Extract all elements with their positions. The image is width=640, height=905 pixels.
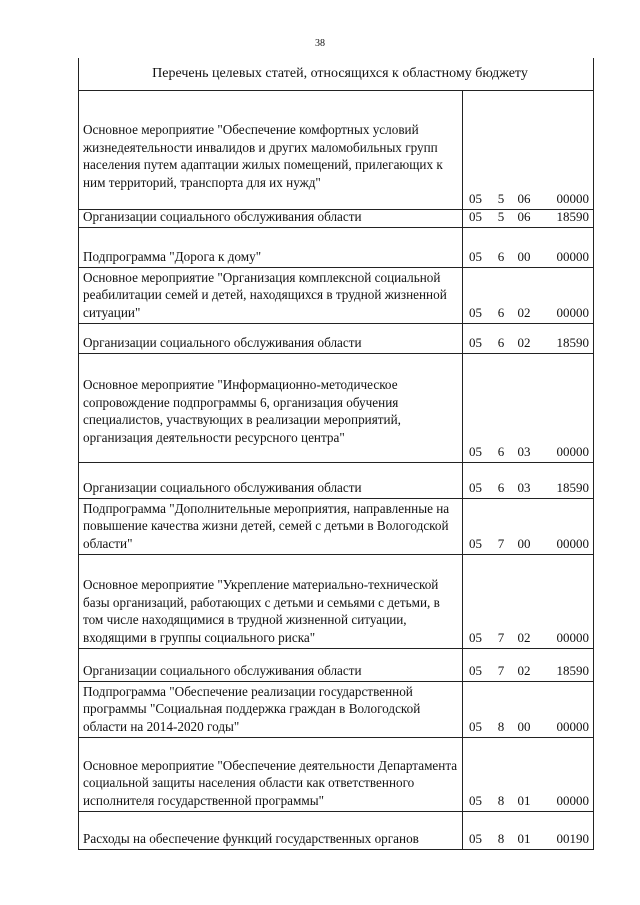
table-row (79, 268, 593, 324)
row-codes (463, 91, 593, 209)
row-codes (463, 499, 593, 554)
code-direction: 00000 (556, 305, 589, 320)
code-subprogram: 7 (497, 630, 505, 645)
code-event: 01 (517, 831, 531, 846)
code-direction: 00000 (556, 444, 589, 459)
code-program: 05 (469, 191, 482, 206)
code-program: 05 (469, 793, 482, 808)
row-name: Основное мероприятие "Обеспечение деятельности Департамента социальной защиты населения области как ответственного исполнителя государственной программы" (79, 738, 463, 811)
target-articles-table (78, 58, 594, 850)
row-name: Основное мероприятие "Информационно-методическое сопровождение подпрограммы 6, организация обучения специалистов, участвующих в реализации мероприятий, организация деятельности ресурсного центра" (79, 354, 463, 462)
code-event: 00 (517, 719, 531, 734)
code-subprogram: 6 (497, 444, 505, 459)
code-event: 00 (517, 536, 531, 551)
code-event: 06 (517, 209, 531, 224)
code-event: 03 (517, 480, 531, 495)
code-program: 05 (469, 480, 482, 495)
row-name: Основное мероприятие "Обеспечение комфортных условий жизнедеятельности инвалидов и других маломобильных групп населения путем адаптации жилых помещений, прилегающих к ним территорий, транспорта для их нужд" (79, 91, 463, 209)
table-row (79, 324, 593, 354)
code-direction: 18590 (556, 209, 589, 224)
row-name: Расходы на обеспечение функций государственных органов (79, 812, 463, 849)
code-program: 05 (469, 335, 482, 350)
code-program: 05 (469, 249, 482, 264)
code-subprogram: 8 (497, 831, 505, 846)
row-name: Основное мероприятие "Организация комплексной социальной реабилитации семей и детей, находящихся в трудной жизненной ситуации" (79, 268, 463, 323)
code-program: 05 (469, 209, 482, 224)
code-subprogram: 8 (497, 793, 505, 808)
table-row (79, 649, 593, 682)
code-event: 01 (517, 793, 531, 808)
code-subprogram: 7 (497, 663, 505, 678)
code-program: 05 (469, 444, 482, 459)
table-row (79, 811, 593, 850)
code-program: 05 (469, 719, 482, 734)
row-codes (463, 354, 593, 462)
code-direction: 00000 (556, 249, 589, 264)
table-row (79, 91, 593, 210)
table-row (79, 738, 593, 811)
code-subprogram: 6 (497, 249, 505, 264)
row-name: Подпрограмма "Дорога к дому" (79, 228, 463, 267)
table-row (79, 555, 593, 649)
table-row (79, 228, 593, 268)
row-codes (463, 555, 593, 648)
code-direction: 00190 (556, 831, 589, 846)
row-codes (463, 210, 593, 227)
table-row (79, 499, 593, 555)
code-subprogram: 6 (497, 305, 505, 320)
code-program: 05 (469, 831, 482, 846)
code-direction: 00000 (556, 793, 589, 808)
code-subprogram: 8 (497, 719, 505, 734)
code-subprogram: 6 (497, 480, 505, 495)
row-name: Подпрограмма "Дополнительные мероприятия, направленные на повышение качества жизни детей, семей с детьми в Вологодской области" (79, 499, 463, 554)
row-codes (463, 649, 593, 681)
code-program: 05 (469, 663, 482, 678)
row-codes (463, 463, 593, 498)
row-name: Основное мероприятие "Укрепление материально-технической базы организаций, работающих с детьми и семьями с детьми, в том числе находящимися в трудной жизненной ситуации, входящими в группы социального риска" (79, 555, 463, 648)
row-codes (463, 812, 593, 849)
code-direction: 18590 (556, 480, 589, 495)
code-subprogram: 5 (497, 191, 505, 206)
code-program: 05 (469, 536, 482, 551)
row-codes (463, 738, 593, 811)
code-direction: 00000 (556, 191, 589, 206)
code-subprogram: 5 (497, 209, 505, 224)
table-title: Перечень целевых статей, относящихся к областному бюджету (79, 58, 593, 91)
code-event: 06 (517, 191, 531, 206)
table-row (79, 210, 593, 228)
code-event: 02 (517, 305, 531, 320)
page-number: 38 (315, 38, 325, 49)
code-event: 00 (517, 249, 531, 264)
row-name: Подпрограмма "Обеспечение реализации государственной программы "Социальная поддержка граждан в Вологодской области на 2014-2020 годы" (79, 682, 463, 737)
row-name: Организации социального обслуживания области (79, 210, 463, 227)
code-program: 05 (469, 305, 482, 320)
code-event: 03 (517, 444, 531, 459)
code-program: 05 (469, 630, 482, 645)
code-subprogram: 6 (497, 335, 505, 350)
table-row (79, 682, 593, 738)
row-name: Организации социального обслуживания области (79, 324, 463, 353)
code-direction: 18590 (556, 663, 589, 678)
code-event: 02 (517, 630, 531, 645)
code-event: 02 (517, 663, 531, 678)
code-direction: 18590 (556, 335, 589, 350)
code-direction: 00000 (556, 719, 589, 734)
row-codes (463, 268, 593, 323)
code-direction: 00000 (556, 630, 589, 645)
table-row (79, 463, 593, 499)
row-codes (463, 228, 593, 267)
row-codes (463, 682, 593, 737)
code-subprogram: 7 (497, 536, 505, 551)
code-event: 02 (517, 335, 531, 350)
code-direction: 00000 (556, 536, 589, 551)
row-name: Организации социального обслуживания области (79, 463, 463, 498)
row-name: Организации социального обслуживания области (79, 649, 463, 681)
table-row (79, 354, 593, 463)
row-codes (463, 324, 593, 353)
